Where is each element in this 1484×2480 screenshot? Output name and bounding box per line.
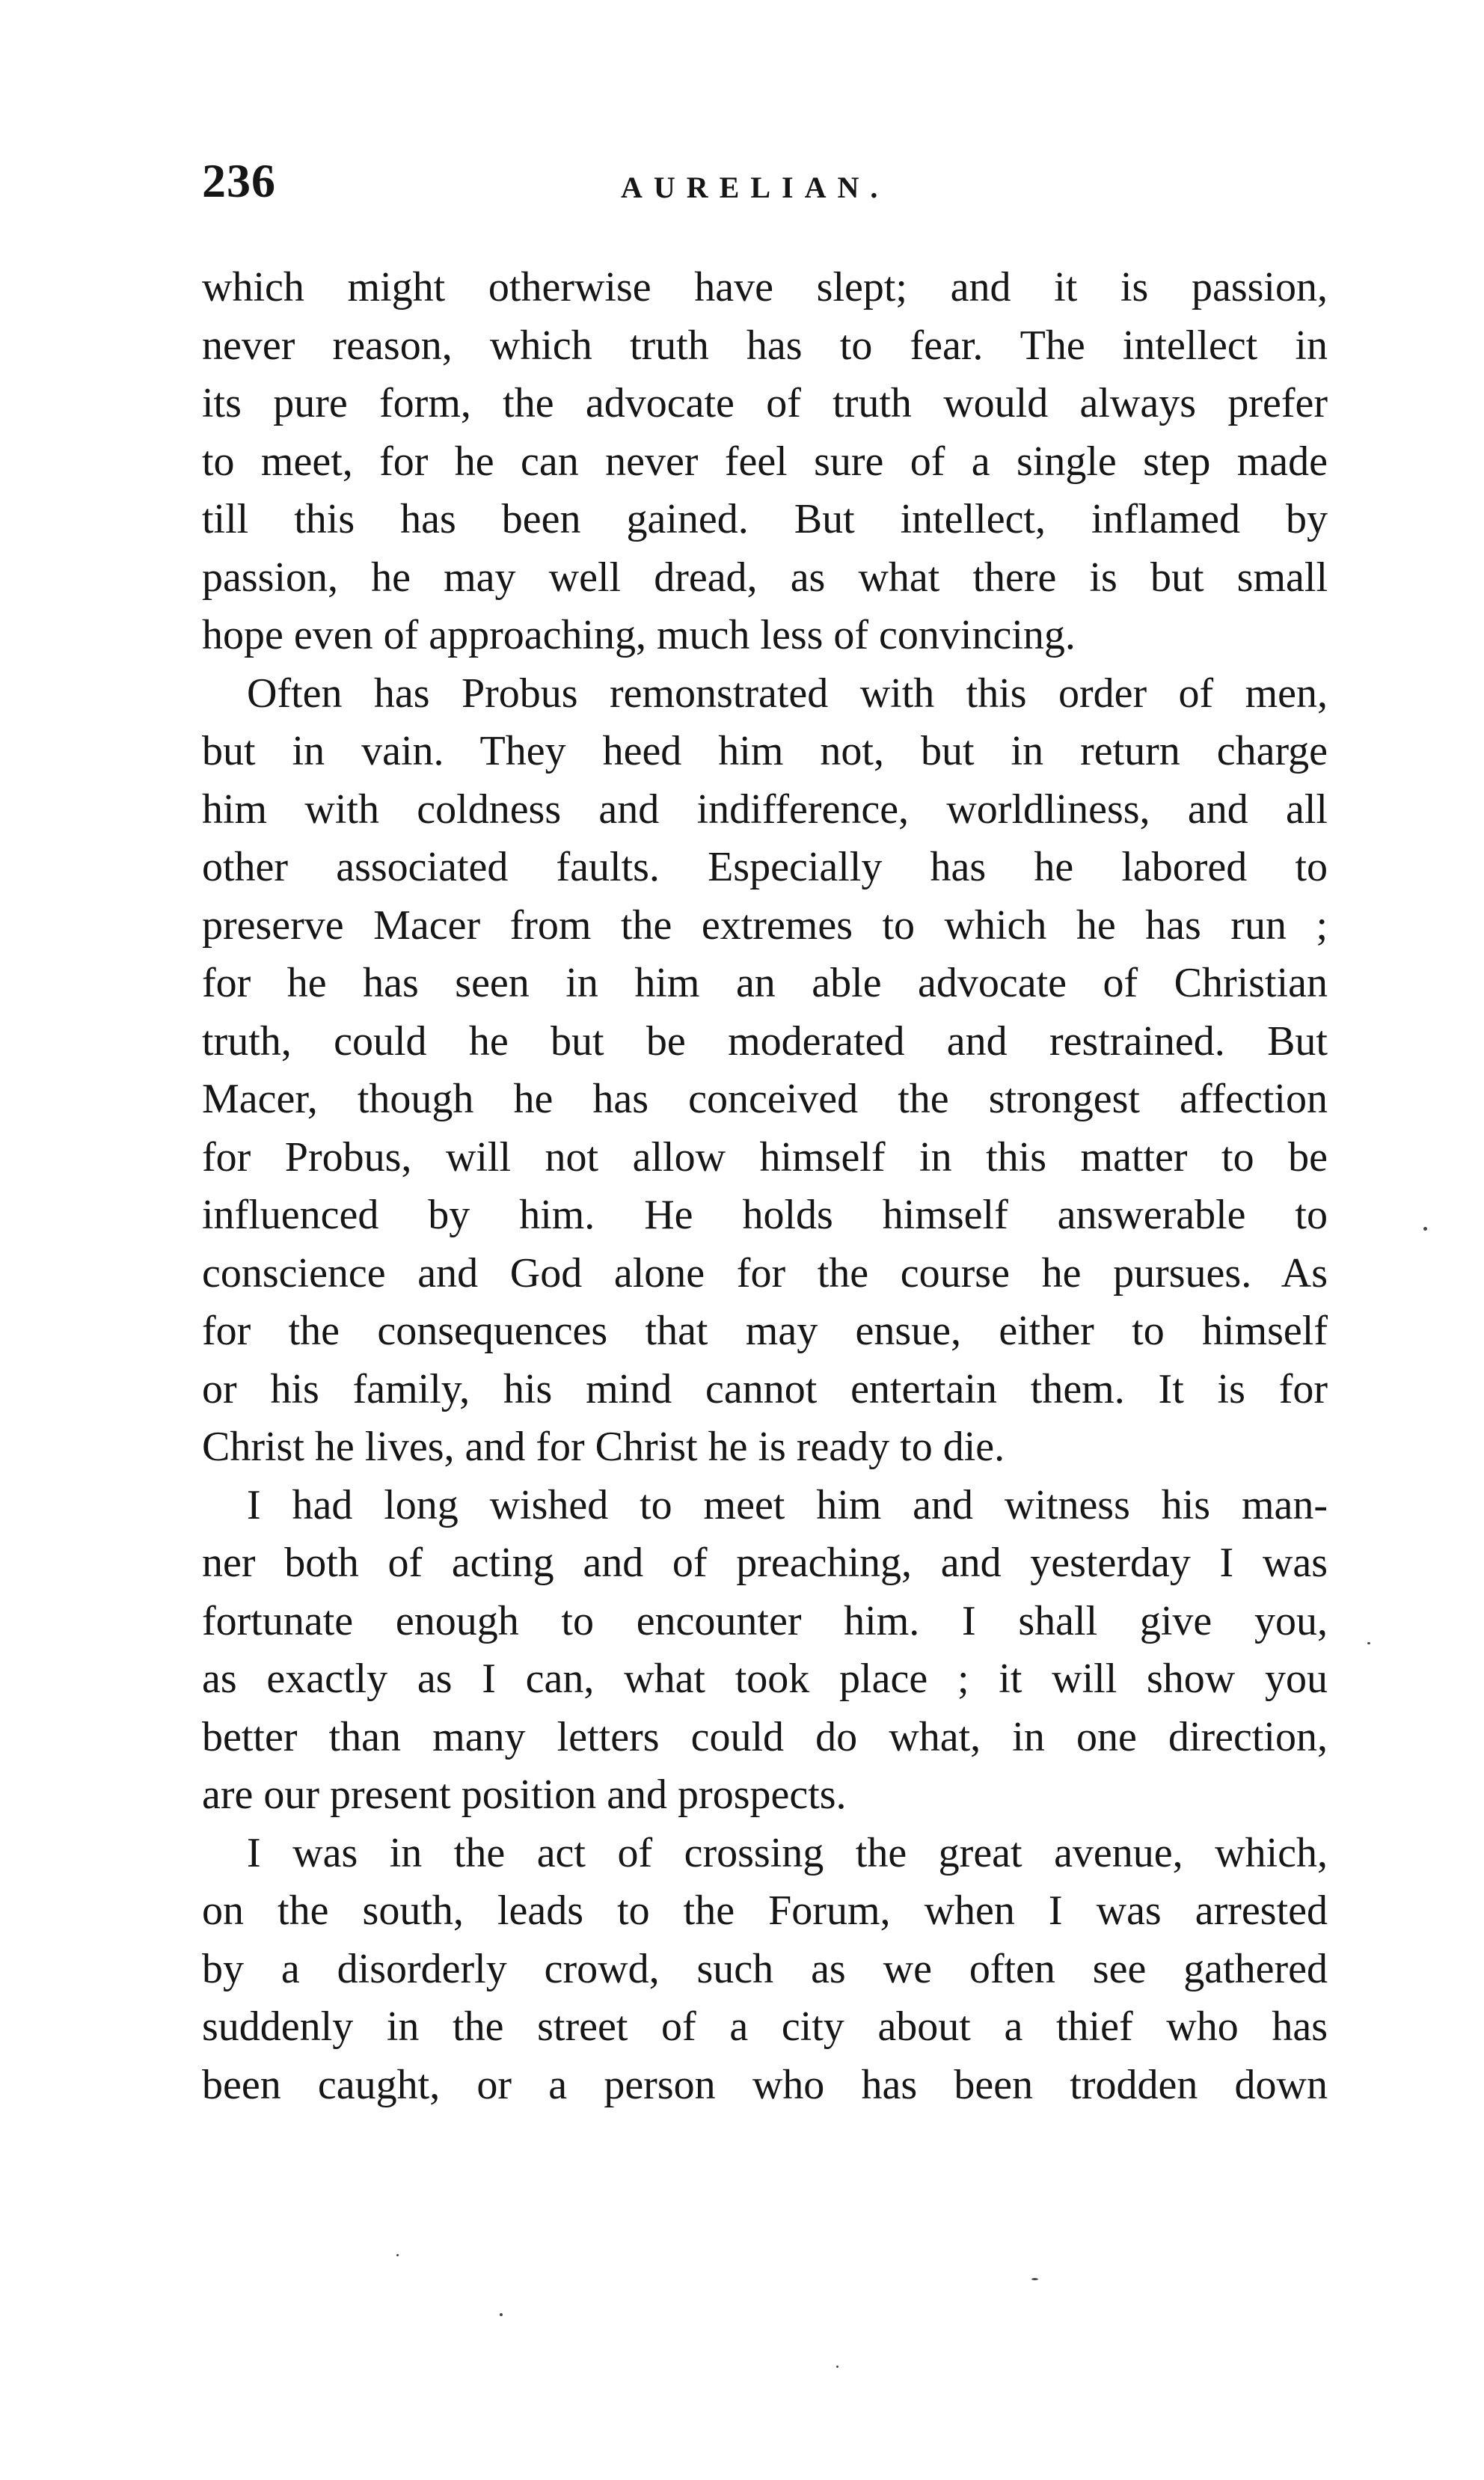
paragraph-3 bbox=[202, 1477, 1328, 1825]
scan-speck bbox=[1031, 2278, 1038, 2280]
text-line: hope even of approaching, much less of convincing. bbox=[202, 612, 1076, 658]
text-line: fortunate enough to encounter him. I shall give you, bbox=[202, 1597, 1328, 1644]
text-line: I was in the act of crossing the great avenue, which, bbox=[247, 1829, 1328, 1876]
scan-speck bbox=[396, 2254, 399, 2256]
paragraph-1 bbox=[202, 259, 1328, 665]
text-line: are our present position and prospects. bbox=[202, 1772, 847, 1818]
scan-speck bbox=[500, 2313, 503, 2316]
paragraph-4 bbox=[202, 1825, 1328, 2115]
text-line: to meet, for he can never feel sure of a single step made bbox=[202, 438, 1328, 485]
text-line: I had long wished to meet him and witness his man- bbox=[247, 1481, 1328, 1528]
page-header bbox=[202, 153, 1328, 213]
text-line: passion, he may well dread, as what there is but small bbox=[202, 554, 1328, 601]
text-line: never reason, which truth has to fear. The intellect in bbox=[202, 322, 1328, 369]
text-line: been caught, or a person who has been trodden down bbox=[202, 2061, 1328, 2108]
text-line: for the consequences that may ensue, either to himself bbox=[202, 1308, 1328, 1354]
text-line: its pure form, the advocate of truth would always prefer bbox=[202, 380, 1328, 426]
text-line: by a disorderly crowd, such as we often see gathered bbox=[202, 1945, 1328, 1992]
page-number: 236 bbox=[202, 154, 276, 207]
text-line: ner both of acting and of preaching, and yesterday I was bbox=[202, 1540, 1328, 1586]
text-line: preserve Macer from the extremes to which he has run ; bbox=[202, 901, 1328, 949]
text-line: for he has seen in him an able advocate of Christian bbox=[202, 960, 1328, 1006]
text-line: suddenly in the street of a city about a thief who has bbox=[202, 2003, 1328, 2050]
text-line: as exactly as I can, what took place ; it will show you bbox=[202, 1656, 1328, 1702]
paragraph-2 bbox=[202, 665, 1328, 1477]
text-line: Macer, though he has conceived the strongest affection bbox=[202, 1076, 1328, 1122]
scan-speck bbox=[1423, 1227, 1427, 1231]
text-line: him with coldness and indifference, worldliness, and all bbox=[202, 786, 1328, 833]
text-line: which might otherwise have slept; and it is passion, bbox=[202, 264, 1328, 310]
text-line: Often has Probus remonstrated with this order of men, bbox=[247, 670, 1328, 717]
text-line: conscience and God alone for the course he pursues. As bbox=[202, 1249, 1328, 1296]
scan-speck bbox=[836, 2366, 838, 2368]
text-line: Christ he lives, and for Christ he is ready to die. bbox=[202, 1424, 1005, 1470]
text-line: truth, could he but be moderated and restrained. But bbox=[202, 1017, 1328, 1065]
text-line: other associated faults. Especially has he labored to bbox=[202, 844, 1328, 890]
text-line: or his family, his mind cannot entertain them. It is for bbox=[202, 1365, 1328, 1412]
text-line: on the south, leads to the Forum, when I was arrested bbox=[202, 1887, 1328, 1934]
body-text bbox=[202, 259, 1328, 2114]
text-line: influenced by him. He holds himself answerable to bbox=[202, 1192, 1328, 1238]
text-line: for Probus, will not allow himself in this matter to be bbox=[202, 1133, 1328, 1181]
text-line: better than many letters could do what, in one direction, bbox=[202, 1713, 1328, 1760]
running-title: AURELIAN. bbox=[621, 171, 889, 204]
text-line: till this has been gained. But intellect, inflamed by bbox=[202, 496, 1328, 542]
scan-speck bbox=[1367, 1642, 1370, 1644]
text-line: but in vain. They heed him not, but in return charge bbox=[202, 728, 1328, 774]
